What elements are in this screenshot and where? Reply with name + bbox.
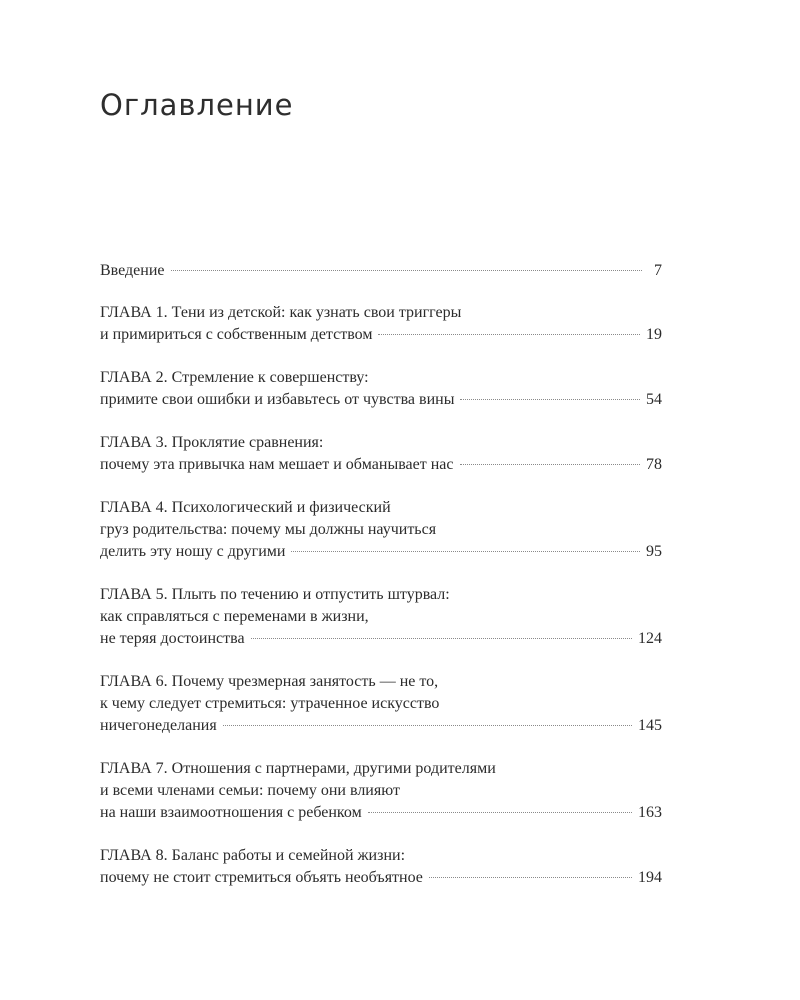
dot-leader	[171, 269, 643, 271]
dot-leader	[368, 811, 632, 813]
toc-entry-chapter-4[interactable]	[100, 497, 662, 563]
toc-entry-chapter-8[interactable]	[100, 845, 662, 889]
toc-entry-line: почему не стоит стремиться объять необъятное	[100, 869, 423, 886]
toc-entry-chapter-7[interactable]	[100, 758, 662, 824]
dot-leader	[291, 550, 640, 552]
dot-leader	[460, 463, 641, 465]
toc-page-number: 194	[638, 869, 662, 886]
toc-entry-line: на наши взаимоотношения с ребенком	[100, 804, 362, 821]
toc-entry-chapter-3[interactable]	[100, 432, 662, 476]
toc-entry-line: ГЛАВА 4. Психологический и физический	[100, 499, 391, 516]
toc-entry-line: ГЛАВА 3. Проклятие сравнения:	[100, 434, 324, 451]
toc-entry-introduction[interactable]	[100, 260, 662, 282]
toc-entry-chapter-5[interactable]	[100, 584, 662, 650]
toc-entry-line: ГЛАВА 8. Баланс работы и семейной жизни:	[100, 847, 406, 864]
toc-entry-line: ГЛАВА 1. Тени из детской: как узнать свои триггеры	[100, 304, 462, 321]
toc-entry-line: делить эту ношу с другими	[100, 543, 286, 560]
toc-entry-line: примите свои ошибки и избавьтесь от чувства вины	[100, 391, 455, 408]
toc-page-number: 163	[638, 804, 662, 821]
toc-entry-line: ничегонеделания	[100, 717, 217, 734]
toc-page-number: 145	[638, 717, 662, 734]
dot-leader	[429, 876, 632, 878]
toc-entry-line: к чему следует стремиться: утраченное искусство	[100, 695, 440, 712]
toc-page-number: 124	[638, 630, 662, 647]
toc-entry-line: ГЛАВА 6. Почему чрезмерная занятость — не то,	[100, 673, 439, 690]
toc-entry-chapter-1[interactable]	[100, 302, 662, 346]
toc-entry-line: ГЛАВА 5. Плыть по течению и отпустить штурвал:	[100, 586, 450, 603]
toc-entry-chapter-2[interactable]	[100, 367, 662, 411]
toc-page-number: 95	[646, 543, 662, 560]
toc-entry-line: ГЛАВА 7. Отношения с партнерами, другими родителями	[100, 760, 496, 777]
toc-entry-line: и всеми членами семьи: почему они влияют	[100, 782, 400, 799]
toc-page-number: 19	[646, 326, 662, 343]
toc-page-number: 7	[654, 262, 662, 279]
toc-entry-line: ГЛАВА 2. Стремление к совершенству:	[100, 369, 369, 386]
toc-entry-title: Введение	[100, 262, 165, 279]
dot-leader	[251, 637, 632, 639]
toc-page-number: 78	[646, 456, 662, 473]
toc-page-number: 54	[646, 391, 662, 408]
toc-entry-line: и примириться с собственным детством	[100, 326, 373, 343]
page-title: Оглавление	[100, 88, 294, 122]
dot-leader	[460, 398, 640, 400]
dot-leader	[223, 724, 632, 726]
toc-entry-line: почему эта привычка нам мешает и обманывает нас	[100, 456, 454, 473]
table-of-contents	[100, 260, 662, 910]
dot-leader	[378, 333, 640, 335]
toc-entry-chapter-6[interactable]	[100, 671, 662, 737]
toc-entry-line: как справляться с переменами в жизни,	[100, 608, 369, 625]
toc-entry-line: не теряя достоинства	[100, 630, 245, 647]
toc-entry-line: груз родительства: почему мы должны научиться	[100, 521, 437, 538]
